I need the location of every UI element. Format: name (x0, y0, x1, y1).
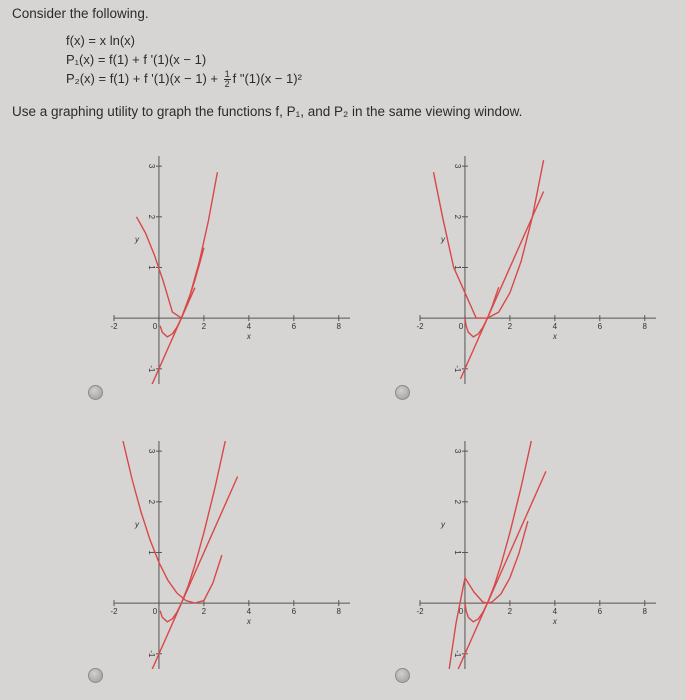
radio-option-c[interactable] (88, 668, 103, 683)
p2-fraction-num: 1 (224, 69, 230, 80)
y-axis-label: y (134, 520, 139, 530)
p2-prefix: P₂(x) = f(1) + f '(1)(x − 1) + (66, 71, 222, 86)
x-axis-label: x (552, 617, 557, 627)
instruction-text: Use a graphing utility to graph the functions f, P₁, and P₂ in the same viewing window. (12, 104, 523, 119)
x-tick-label: 0 (152, 607, 158, 617)
series-p2 (449, 521, 528, 669)
x-tick-label: 4 (552, 607, 558, 617)
y-tick-label: -1 (146, 365, 156, 373)
y-tick-label: 2 (452, 499, 462, 505)
y-axis-label: y (134, 235, 139, 245)
y-tick-label: 1 (452, 550, 462, 555)
x-tick-label: 6 (291, 322, 297, 332)
graph-option-d (406, 435, 666, 695)
graph-option-c (100, 435, 360, 695)
x-axis-label: x (246, 617, 251, 627)
f-definition: f(x) = x ln(x) (66, 33, 135, 48)
x-axis-label: x (246, 332, 251, 342)
series-p2 (137, 172, 218, 318)
radio-option-d[interactable] (395, 668, 410, 683)
y-tick-label: 1 (146, 550, 156, 555)
x-axis-label: x (552, 332, 557, 342)
x-tick-label: 8 (642, 607, 647, 617)
x-tick-label: 0 (152, 322, 158, 332)
x-tick-label: -2 (110, 607, 118, 617)
p2-suffix: f "(1)(x − 1)² (232, 71, 302, 86)
series-f (160, 436, 226, 622)
series-p1 (150, 477, 238, 675)
y-tick-label: 3 (146, 163, 156, 169)
x-tick-label: 4 (552, 322, 558, 332)
p2-fraction-den: 2 (224, 79, 230, 90)
y-tick-label: -1 (452, 650, 462, 658)
y-axis-label: y (440, 235, 445, 245)
y-tick-label: 3 (146, 448, 156, 454)
y-tick-label: -1 (146, 650, 156, 658)
y-tick-label: 3 (452, 448, 462, 454)
x-tick-label: 4 (246, 607, 252, 617)
p2-definition (66, 69, 302, 89)
question-header: Consider the following. (12, 6, 149, 21)
x-tick-label: 6 (597, 322, 603, 332)
x-tick-label: 2 (201, 607, 207, 617)
x-tick-label: -2 (416, 322, 424, 332)
y-axis-label: y (440, 520, 445, 530)
y-tick-label: -1 (452, 365, 462, 373)
x-tick-label: -2 (416, 607, 424, 617)
x-tick-label: -2 (110, 322, 118, 332)
x-tick-label: 0 (458, 322, 464, 332)
graph-option-a (100, 150, 360, 410)
series-p2 (434, 160, 544, 318)
graph-option-b (406, 150, 666, 410)
p2-fraction (224, 70, 231, 89)
equations-block (66, 31, 302, 89)
y-tick-label: 2 (146, 499, 156, 505)
x-tick-label: 8 (642, 322, 647, 332)
x-tick-label: 0 (458, 607, 464, 617)
y-tick-label: 1 (146, 265, 156, 270)
y-tick-label: 2 (146, 214, 156, 220)
x-tick-label: 6 (597, 607, 603, 617)
radio-option-a[interactable] (88, 385, 103, 400)
x-tick-label: 4 (246, 322, 252, 332)
x-tick-label: 2 (507, 607, 513, 617)
x-tick-label: 2 (201, 322, 207, 332)
x-tick-label: 2 (507, 322, 513, 332)
y-tick-label: 3 (452, 163, 462, 169)
x-tick-label: 8 (336, 322, 341, 332)
y-tick-label: 1 (452, 265, 462, 270)
radio-option-b[interactable] (395, 385, 410, 400)
x-tick-label: 6 (291, 607, 297, 617)
y-tick-label: 2 (452, 214, 462, 220)
p1-definition: P₁(x) = f(1) + f '(1)(x − 1) (66, 52, 207, 67)
x-tick-label: 8 (336, 607, 341, 617)
